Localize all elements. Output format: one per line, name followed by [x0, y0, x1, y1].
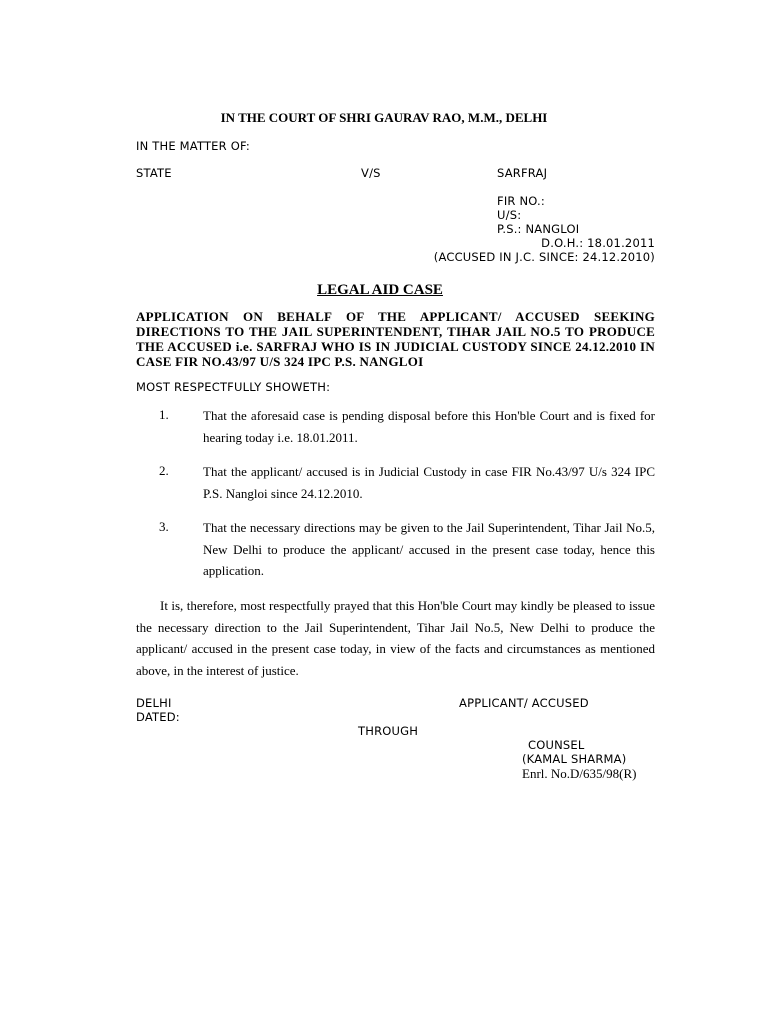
date-of-hearing: D.O.H.: 18.01.2011 — [541, 236, 655, 250]
counsel-name: (KAMAL SHARMA) — [522, 752, 627, 766]
police-station: P.S.: NANGLOI — [497, 222, 580, 236]
application-title: APPLICATION ON BEHALF OF THE APPLICANT/ ACCUSED SEEKING DIRECTIONS TO THE JAIL SUPERINTENDENT, TIHAR JAIL NO.5 TO PRODUCE THE ACCUSED i.e. SARFRAJ WHO IS IN JUDICIAL CUSTODY SINCE 24.12.2010 IN CASE FIR NO.43/97 U/S 324 IPC P.S. NANGLOI — [136, 309, 655, 369]
party-accused: SARFRAJ — [497, 166, 548, 180]
party-versus: V/S — [361, 166, 381, 180]
through-label: THROUGH — [358, 724, 419, 738]
paragraph-number: 2. — [159, 463, 169, 478]
showeth-label: MOST RESPECTFULLY SHOWETH: — [136, 380, 331, 394]
enrollment-number: Enrl. No.D/635/98(R) — [522, 766, 637, 781]
paragraph-text: That the necessary directions may be given to the Jail Superintendent, Tihar Jail No.5, New Delhi to produce the applicant/ accused in the present case today, hence this application. — [203, 520, 655, 578]
prayer-paragraph: It is, therefore, most respectfully prayed that this Hon'ble Court may kindly be pleased to issue the necessary direction to the Jail Superintendent, Tihar Jail No.5, New Delhi to produce the applicant/ accused in the present case today, in view of the facts and circumstances as mentioned above, in the interest of justice. — [136, 598, 655, 678]
fir-number: FIR NO.: — [497, 194, 545, 208]
matter-of-label: IN THE MATTER OF: — [136, 139, 250, 153]
applicant-label: APPLICANT/ ACCUSED — [459, 696, 589, 710]
legal-aid-heading: LEGAL AID CASE — [317, 282, 443, 298]
paragraph-number: 3. — [159, 519, 169, 534]
judicial-custody-since: (ACCUSED IN J.C. SINCE: 24.12.2010) — [433, 250, 655, 264]
under-section: U/S: — [497, 208, 522, 222]
paragraph-number: 1. — [159, 407, 169, 422]
dated-label: DATED: — [136, 710, 180, 724]
paragraph-text: That the aforesaid case is pending disposal before this Hon'ble Court and is fixed for hearing today i.e. 18.01.2011. — [203, 408, 655, 445]
court-title: IN THE COURT OF SHRI GAURAV RAO, M.M., DELHI — [220, 110, 548, 125]
place-label: DELHI — [136, 696, 172, 710]
counsel-label: COUNSEL — [528, 738, 585, 752]
paragraph-text: That the applicant/ accused is in Judicial Custody in case FIR No.43/97 U/s 324 IPC P.S. Nangloi since 24.12.2010. — [203, 464, 655, 501]
party-complainant: STATE — [136, 166, 172, 180]
